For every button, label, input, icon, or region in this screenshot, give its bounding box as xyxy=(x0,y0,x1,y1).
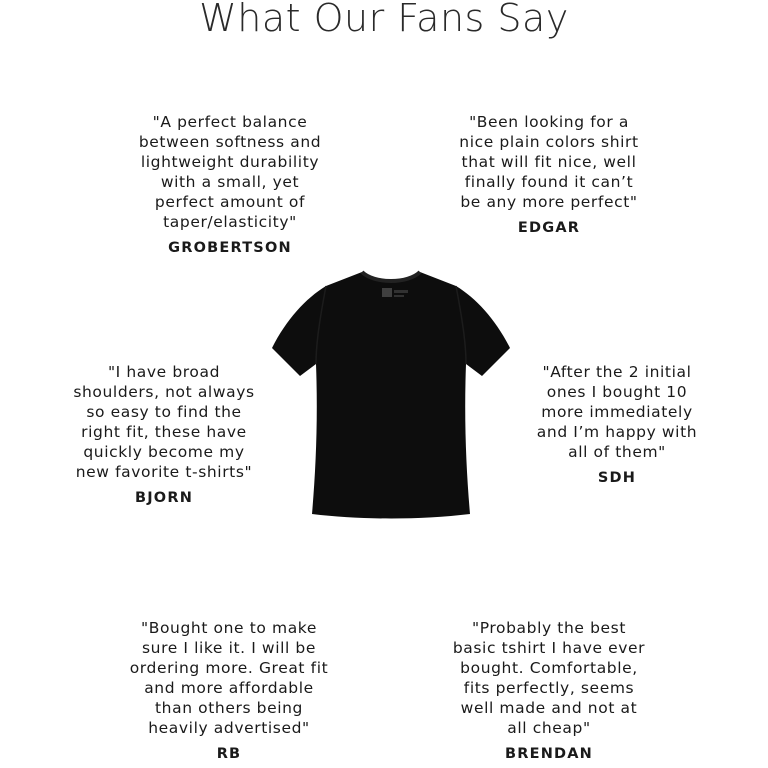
testimonial-quote: "A perfect balance between softness and lightweight durability with a small, yet perfect amount of taper/elasticity" xyxy=(138,113,322,231)
product-image xyxy=(270,268,512,520)
black-tshirt-icon xyxy=(270,268,512,520)
testimonial-sdh xyxy=(487,362,747,486)
testimonial-author: RB xyxy=(216,746,242,762)
testimonial-author: BRENDAN xyxy=(504,746,594,762)
testimonial-author: GROBERTSON xyxy=(168,240,292,256)
testimonial-author: SDH xyxy=(597,470,637,486)
testimonial-quote: "Bought one to make sure I like it. I will be ordering more. Great fit and more affordable than others being heavily advertised" xyxy=(129,619,329,737)
testimonial-quote: "I have broad shoulders, not always so easy to find the right fit, these have quickly become my new favorite t-shirts" xyxy=(73,363,255,481)
testimonial-quote: "After the 2 initial ones I bought 10 more immediately and I’m happy with all of them" xyxy=(536,363,698,461)
testimonial-brendan xyxy=(419,618,679,762)
testimonial-quote: "Probably the best basic tshirt I have ever bought. Comfortable, fits perfectly, seems well made and not at all cheap" xyxy=(452,619,646,737)
testimonial-quote: "Been looking for a nice plain colors shirt that will fit nice, well finally found it can’t be any more perfect" xyxy=(459,113,639,211)
testimonial-author: EDGAR xyxy=(517,220,581,236)
testimonial-rb xyxy=(99,618,359,762)
testimonial-bjorn xyxy=(34,362,294,506)
testimonial-grobertson xyxy=(100,112,360,256)
testimonial-edgar xyxy=(419,112,679,236)
testimonial-author: BJORN xyxy=(134,490,194,506)
page-title: What Our Fans Say xyxy=(199,0,569,40)
